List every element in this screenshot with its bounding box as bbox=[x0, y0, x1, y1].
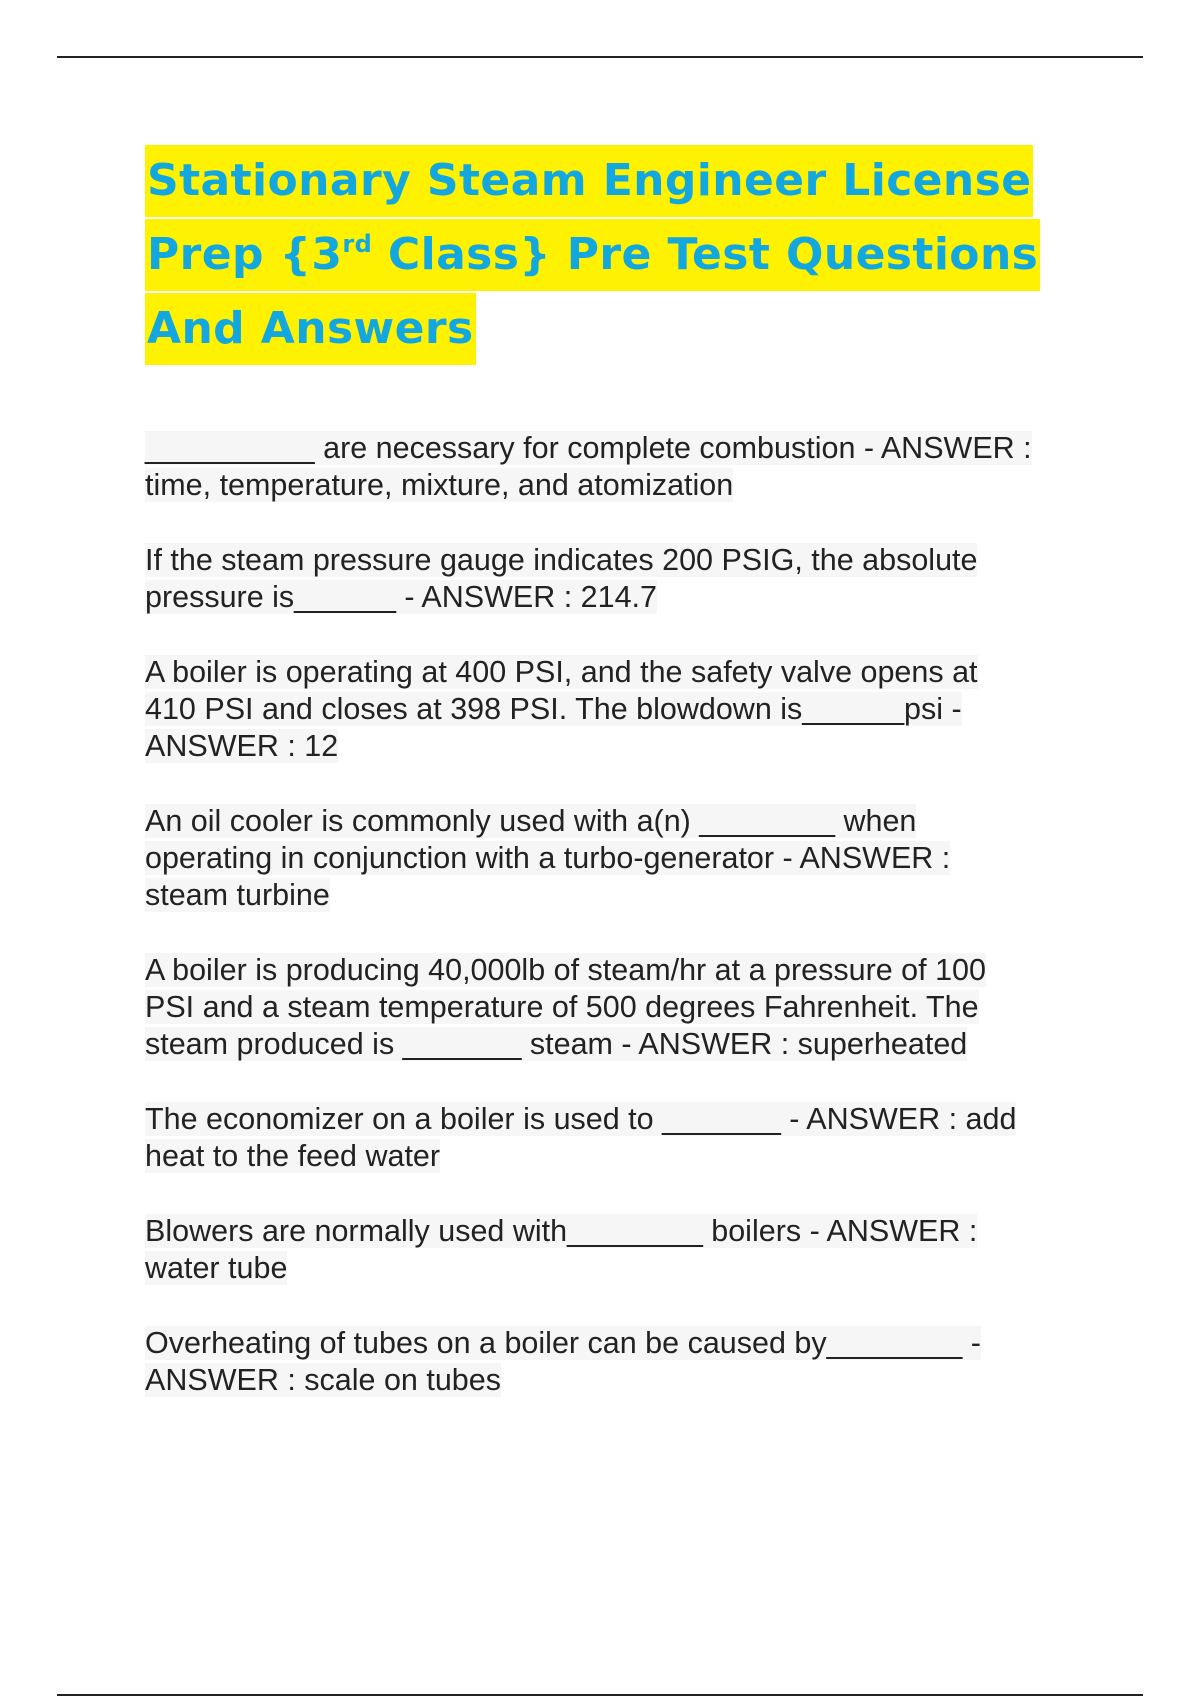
qa-text-line: pressure is______ - ANSWER : 214.7 bbox=[145, 580, 657, 614]
bottom-rule bbox=[57, 1694, 1143, 1696]
title-line-1: Stationary Steam Engineer License bbox=[145, 145, 1033, 217]
document-title bbox=[145, 145, 1085, 367]
qa-list bbox=[145, 430, 1095, 1437]
qa-item-7 bbox=[145, 1213, 1095, 1287]
qa-text-line: 410 PSI and closes at 398 PSI. The blowdown is______psi - bbox=[145, 692, 962, 726]
qa-text-line: steam turbine bbox=[145, 878, 330, 912]
qa-item-1 bbox=[145, 430, 1095, 504]
qa-text-line: time, temperature, mixture, and atomization bbox=[145, 468, 734, 502]
qa-item-3 bbox=[145, 654, 1095, 765]
qa-text-line: The economizer on a boiler is used to _______ - ANSWER : add bbox=[145, 1102, 1017, 1136]
qa-text-line: __________ are necessary for complete combustion - ANSWER : bbox=[145, 431, 1032, 465]
qa-item-4 bbox=[145, 803, 1095, 914]
qa-text-line: steam produced is _______ steam - ANSWER : superheated bbox=[145, 1027, 968, 1061]
qa-text-line: Blowers are normally used with________ boilers - ANSWER : bbox=[145, 1214, 978, 1248]
qa-text-line: heat to the feed water bbox=[145, 1139, 441, 1173]
qa-text-line: A boiler is operating at 400 PSI, and the safety valve opens at bbox=[145, 655, 978, 689]
title-superscript: rd bbox=[342, 230, 373, 258]
qa-text-line: If the steam pressure gauge indicates 200 PSIG, the absolute bbox=[145, 543, 978, 577]
title-line-3: And Answers bbox=[145, 293, 476, 365]
qa-text-line: ANSWER : 12 bbox=[145, 729, 339, 763]
qa-text-line: An oil cooler is commonly used with a(n) ________ when bbox=[145, 804, 917, 838]
qa-text-line: ANSWER : scale on tubes bbox=[145, 1363, 501, 1397]
qa-item-6 bbox=[145, 1101, 1095, 1175]
qa-text-line: A boiler is producing 40,000lb of steam/hr at a pressure of 100 bbox=[145, 953, 986, 987]
qa-text-line: water tube bbox=[145, 1251, 288, 1285]
qa-text-line: PSI and a steam temperature of 500 degrees Fahrenheit. The bbox=[145, 990, 979, 1024]
qa-text-line: operating in conjunction with a turbo-generator - ANSWER : bbox=[145, 841, 951, 875]
title-line-2: Prep {3rd Class} Pre Test Questions bbox=[145, 219, 1040, 291]
qa-item-2 bbox=[145, 542, 1095, 616]
qa-item-8 bbox=[145, 1325, 1095, 1399]
top-rule bbox=[57, 56, 1143, 58]
qa-item-5 bbox=[145, 952, 1095, 1063]
qa-text-line: Overheating of tubes on a boiler can be caused by________ - bbox=[145, 1326, 981, 1360]
